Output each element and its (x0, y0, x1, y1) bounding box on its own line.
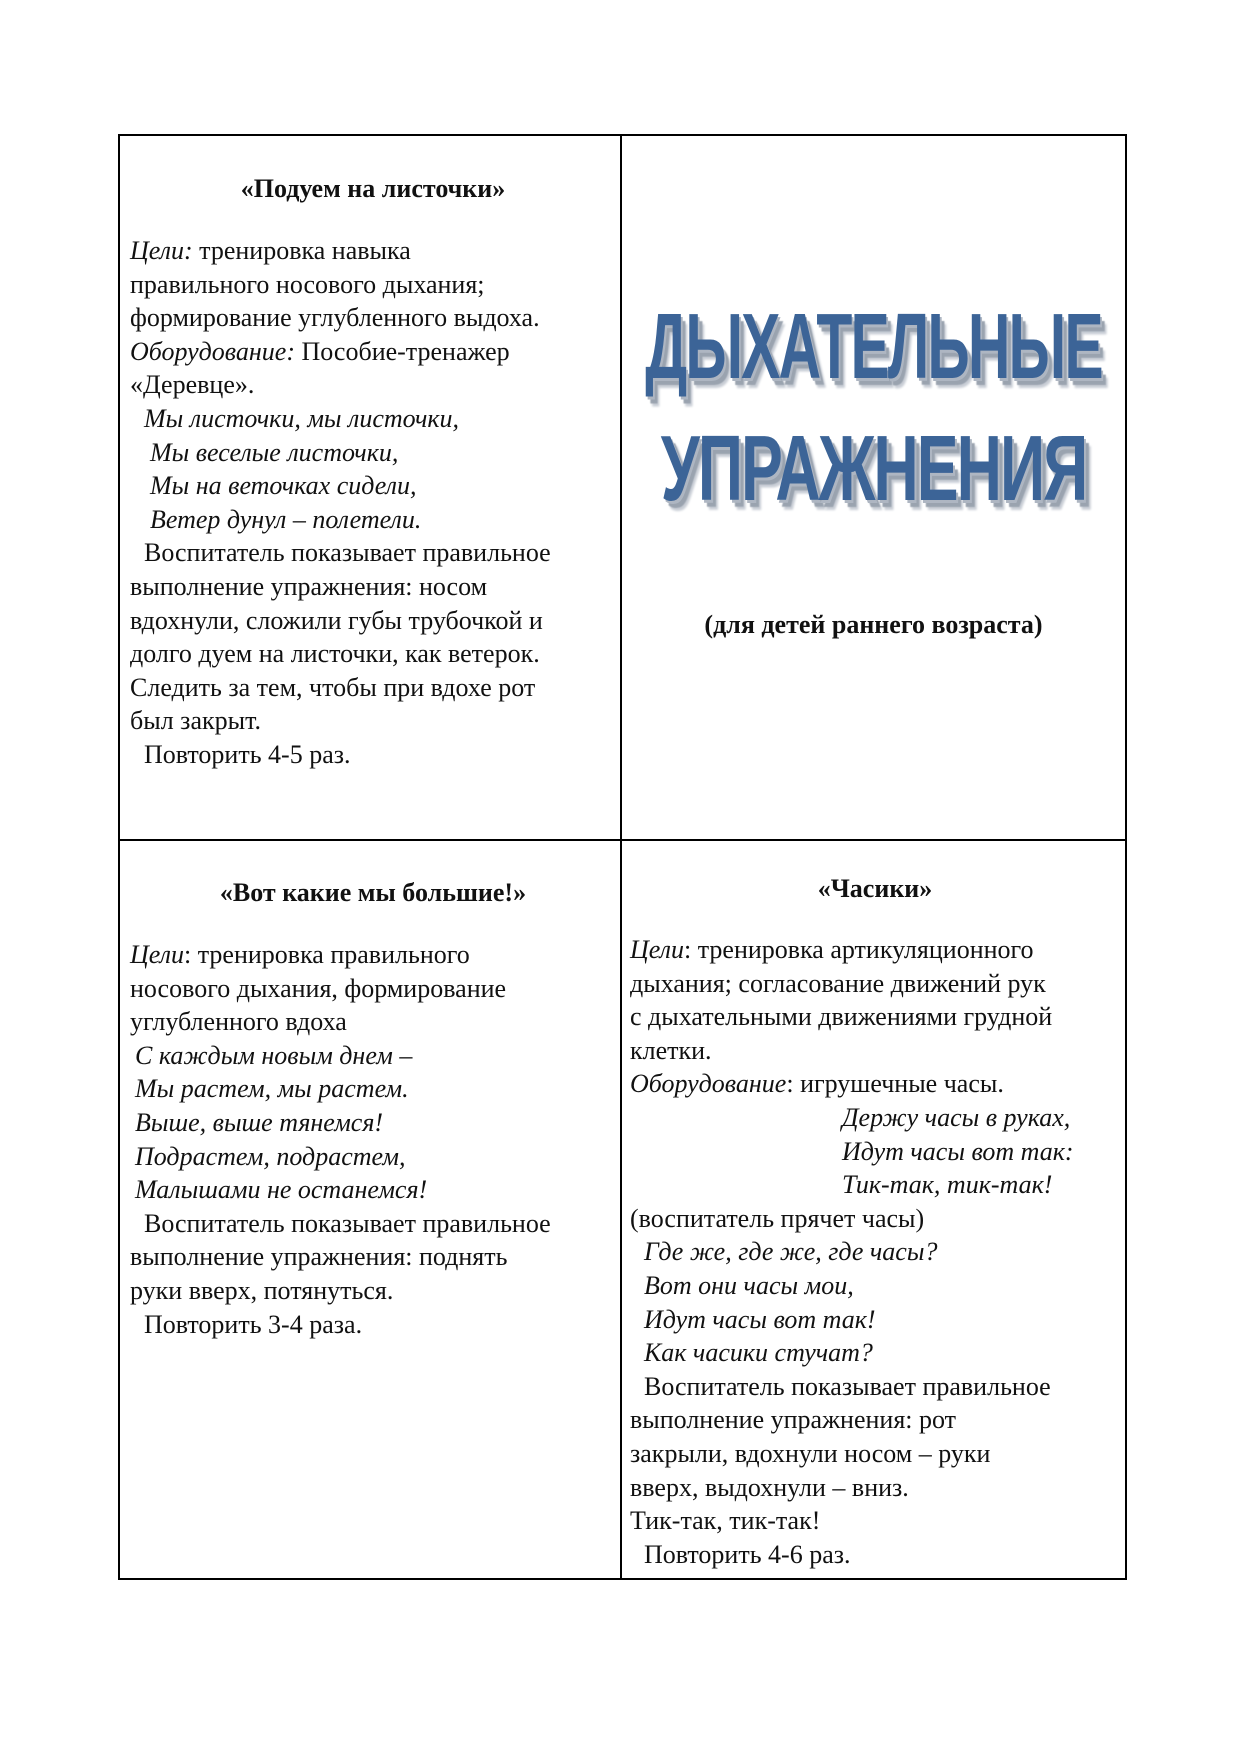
poem-line: Выше, выше тянемся! (135, 1107, 384, 1137)
instruction-line: выполнение упражнения: рот (630, 1405, 957, 1435)
card-we-are-big (130, 876, 616, 1341)
cover-subtitle: (для детей раннего возраста) (704, 610, 1043, 639)
poem-line: Идут часы вот так: (842, 1136, 1074, 1166)
equipment-line (130, 335, 616, 369)
equipment-label: Оборудование: (130, 336, 295, 366)
poem-line: Где же, где же, где часы? (644, 1237, 938, 1267)
equipment-text: Пособие-тренажер (295, 336, 510, 366)
repeat-line: Повторить 4-6 раз. (644, 1539, 851, 1569)
instruction-line: Следить за тем, чтобы при вдохе рот (130, 672, 536, 702)
instruction-line: долго дуем на листочки, как ветерок. (130, 639, 540, 669)
card-clock (630, 872, 1120, 1571)
cover-panel (622, 136, 1125, 839)
instruction-line: Воспитатель показывает правильное (144, 538, 551, 568)
goals-label: Цели (130, 940, 185, 969)
instruction-line: Тик-так, тик-так! (630, 1506, 821, 1536)
card-title: «Вот какие мы большие!» (219, 878, 527, 907)
poem-line: Малышами не останемся! (135, 1175, 428, 1205)
poem-line: Мы веселые листочки, (150, 437, 399, 467)
poem-line: Тик-так, тик-так! (842, 1170, 1053, 1200)
card-body (130, 234, 616, 772)
goals-label: Цели (630, 935, 685, 964)
equipment-label: Оборудование (630, 1069, 787, 1099)
poem-line: Держу часы в руках, (842, 1102, 1071, 1132)
poem-line: С каждым новым днем – (135, 1040, 413, 1070)
instruction-line: Воспитатель показывает правильное (644, 1371, 1051, 1401)
note-line: (воспитатель прячет часы) (630, 1203, 925, 1233)
poem-line: Ветер дунул – полетели. (150, 504, 422, 534)
poem-line: Как часики стучат? (644, 1338, 873, 1368)
instruction-line: был закрыт. (130, 706, 261, 736)
goals-line: с дыхательными движениями грудной (630, 1002, 1053, 1032)
card-blow-on-leaves (130, 172, 616, 772)
goals-line (130, 234, 616, 268)
goals-label: Цели: (130, 236, 193, 265)
instruction-line: Воспитатель показывает правильное (144, 1208, 551, 1238)
goals-line: правильного носового дыхания; (130, 269, 485, 299)
cover-title-line2: УПРАЖНЕНИЯ (660, 415, 1087, 521)
goals-line (630, 933, 1120, 967)
goals-line: дыхания; согласование движений рук (630, 968, 1046, 998)
repeat-line: Повторить 4-5 раз. (144, 739, 351, 769)
instruction-line: руки вверх, потянуться. (130, 1275, 394, 1305)
card-title: «Часики» (817, 874, 933, 903)
card-body (630, 933, 1120, 1571)
cover-title-line1: ДЫХАТЕЛЬНЫЕ (645, 293, 1102, 399)
horizontal-divider (120, 839, 1125, 841)
cards-table (118, 134, 1127, 1580)
poem-line: Идут часы вот так! (644, 1304, 876, 1334)
poem-line: Вот они часы мои, (644, 1270, 854, 1300)
instruction-line: вдохнули, сложили губы трубочкой и (130, 605, 543, 635)
goals-line: носового дыхания, формирование (130, 973, 507, 1003)
equipment-text: : игрушечные часы. (786, 1069, 1004, 1099)
instruction-line: закрыли, вдохнули носом – руки (630, 1438, 991, 1468)
instruction-line: выполнение упражнения: поднять (130, 1242, 508, 1272)
poem-line: Мы на веточках сидели, (150, 471, 417, 501)
poem-line: Подрастем, подрастем, (135, 1141, 406, 1171)
repeat-line: Повторить 3-4 раза. (144, 1309, 363, 1339)
poem-line: Мы листочки, мы листочки, (144, 403, 460, 433)
goals-text: тренировка навыка (192, 236, 411, 265)
poem-line: Мы растем, мы растем. (135, 1074, 409, 1104)
goals-text: : тренировка артикуляционного (684, 935, 1034, 964)
card-body (130, 938, 616, 1341)
goals-text: : тренировка правильного (184, 940, 470, 969)
goals-line: клетки. (630, 1035, 712, 1065)
goals-line: формирование углубленного выдоха. (130, 303, 540, 333)
instruction-line: вверх, выдохнули – вниз. (630, 1472, 909, 1502)
instruction-line: выполнение упражнения: носом (130, 571, 488, 601)
equipment-line (630, 1067, 1120, 1101)
goals-line (130, 938, 616, 972)
card-title: «Подуем на листочки» (240, 174, 506, 203)
equipment-line: «Деревце». (130, 370, 255, 400)
goals-line: углубленного вдоха (130, 1007, 347, 1037)
